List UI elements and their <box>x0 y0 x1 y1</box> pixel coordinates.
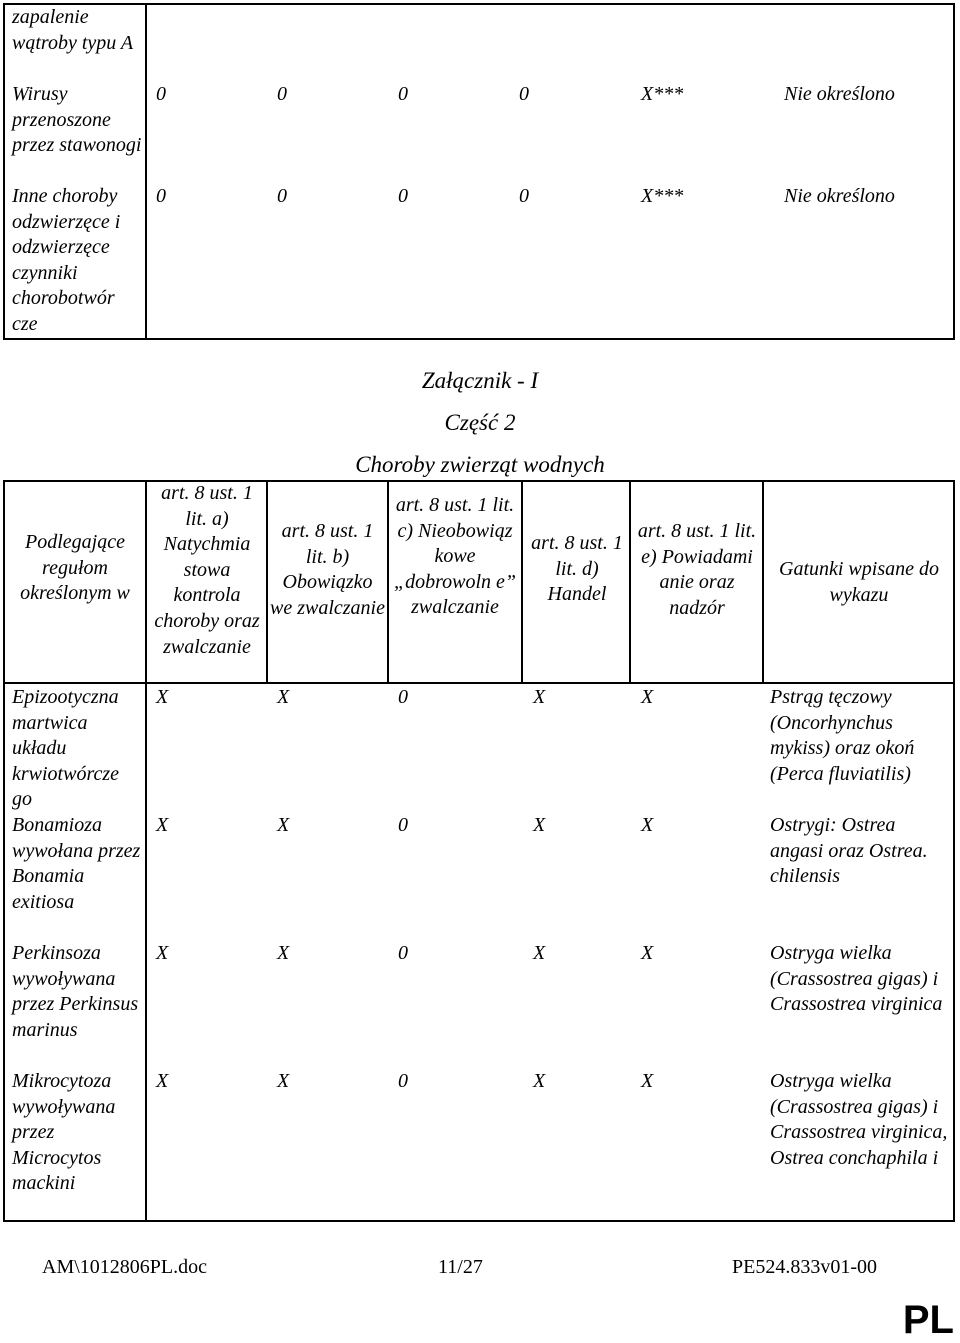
value-cell: X*** <box>641 83 684 105</box>
footer-doc: AM\1012806PL.doc <box>42 1256 207 1278</box>
annex-subtitle: Choroby zwierząt wodnych <box>355 452 605 477</box>
footer-page: 11/27 <box>438 1256 483 1278</box>
disease-name: Epizootyczna martwica układu krwiotwórcze go <box>12 686 120 811</box>
value-cell: 0 <box>277 83 287 105</box>
top-row-label: zapalenie wątroby typu A <box>12 6 134 54</box>
value-cell: 0 <box>398 942 408 964</box>
header-species: Gatunki wpisane do wykazu <box>779 558 939 606</box>
value-cell: 0 <box>398 814 408 836</box>
value-cell: 0 <box>519 83 529 105</box>
value-cell: X <box>277 942 290 964</box>
header-lit-c: art. 8 ust. 1 lit. c) Nieobowiąz kowe „dobrowoln e” zwalczanie <box>393 494 517 619</box>
top-row-label: Inne choroby odzwierzęce i odzwierzęce czynniki chorobotwór cze <box>12 185 121 335</box>
value-cell: X <box>533 814 546 836</box>
value-cell: X <box>641 942 654 964</box>
value-cell: 0 <box>277 185 287 207</box>
value-cell: X <box>277 1070 290 1092</box>
value-cell: X <box>156 942 169 964</box>
footer-ref: PE524.833v01-00 <box>732 1256 877 1278</box>
annex-part: Część 2 <box>444 410 516 435</box>
value-cell: X*** <box>641 185 684 207</box>
annex-title: Załącznik - I <box>421 368 539 393</box>
language-code: PL <box>902 1298 954 1342</box>
value-cell: 0 <box>398 1070 408 1092</box>
value-cell: 0 <box>398 83 408 105</box>
value-cell: X <box>641 814 654 836</box>
header-lit-b: art. 8 ust. 1 lit. b) Obowiązko we zwalczanie <box>270 520 385 619</box>
value-cell: X <box>277 814 290 836</box>
value-cell: X <box>533 942 546 964</box>
disease-name: Mikrocytoza wywoływana przez Microcytos mackini <box>12 1070 116 1195</box>
value-cell: X <box>641 1070 654 1092</box>
value-cell: X <box>156 814 169 836</box>
disease-name: Perkinsoza wywoływana przez Perkinsus marinus <box>12 942 139 1041</box>
species-list: Ostryga wielka (Crassostrea gigas) i Crassostrea virginica, Ostrea conchaphila i <box>770 1070 948 1169</box>
value-cell: Nie określono <box>784 185 895 207</box>
value-cell: X <box>156 1070 169 1092</box>
value-cell: X <box>533 1070 546 1092</box>
value-cell: X <box>156 686 169 708</box>
value-cell: X <box>641 686 654 708</box>
value-cell: 0 <box>156 83 166 105</box>
header-lit-e: art. 8 ust. 1 lit. e) Powiadami anie oraz nadzór <box>637 520 757 619</box>
top-row-label: Wirusy przenoszone przez stawonogi <box>12 83 142 157</box>
value-cell: X <box>533 686 546 708</box>
header-lit-d: art. 8 ust. 1 lit. d) Handel <box>531 532 623 606</box>
species-list: Ostryga wielka (Crassostrea gigas) i Crassostrea virginica <box>770 942 943 1016</box>
value-cell: Nie określono <box>784 83 895 105</box>
value-cell: 0 <box>156 185 166 207</box>
value-cell: X <box>277 686 290 708</box>
disease-name: Bonamioza wywołana przez Bonamia exitiosa <box>12 814 141 913</box>
value-cell: 0 <box>519 185 529 207</box>
value-cell: 0 <box>398 686 408 708</box>
header-lit-a: art. 8 ust. 1 lit. a) Natychmia stowa kontrola choroby oraz zwalczanie <box>154 482 260 658</box>
value-cell: 0 <box>398 185 408 207</box>
species-list: Pstrąg tęczowy (Oncorhynchus mykiss) oraz okoń (Perca fluviatilis) <box>770 686 915 785</box>
header-regulation: Podlegające regułom określonym w <box>20 531 130 605</box>
species-list: Ostrygi: Ostrea angasi oraz Ostrea. chilensis <box>770 814 928 888</box>
